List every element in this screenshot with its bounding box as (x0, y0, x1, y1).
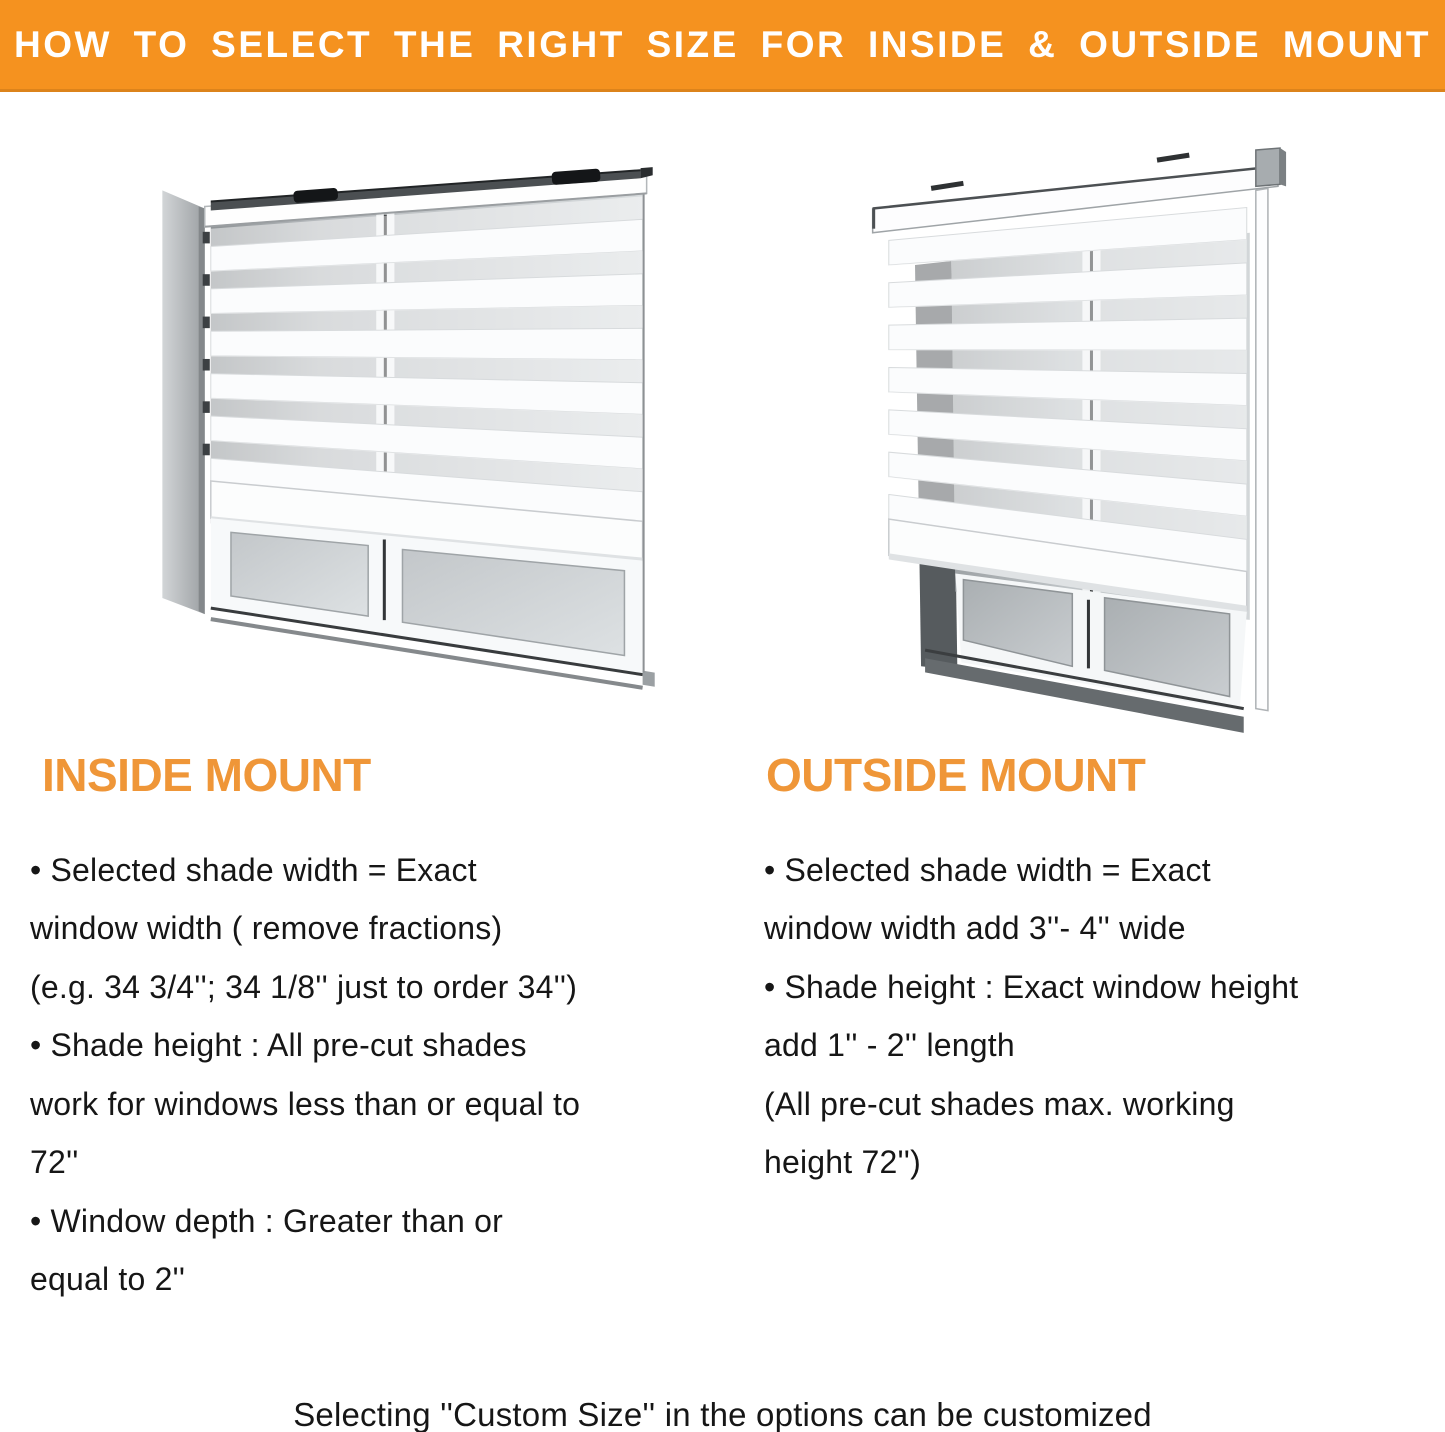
wall-mark-right (1157, 155, 1189, 160)
inside-mount-instructions (30, 841, 720, 1309)
zebra-stripes (889, 184, 1247, 571)
mounting-bracket (1256, 148, 1280, 186)
zebra-stripes (203, 196, 643, 523)
page-title: HOW TO SELECT THE RIGHT SIZE FOR INSIDE & OUTSIDE MOUNT (13, 23, 1431, 65)
instruction-line: add 1'' - 2'' length (764, 1027, 1015, 1064)
instruction-line: • Shade height : Exact window height (764, 968, 1299, 1005)
instruction-line: • Selected shade width = Exact (764, 851, 1211, 888)
custom-size-note: Selecting ''Custom Size'' in the options can be customized (293, 1396, 1152, 1432)
instruction-line: • Window depth : Greater than or (30, 1202, 503, 1239)
instruction-line: window width add 3''- 4'' wide (764, 910, 1186, 947)
window-frame-left-wall (162, 190, 204, 614)
outside-mount-illustration (858, 146, 1333, 751)
inside-mount-illustration (152, 148, 657, 713)
instruction-line: (e.g. 34 3/4''; 34 1/8'' just to order 34'') (30, 968, 578, 1005)
instruction-line: • Selected shade width = Exact (30, 851, 477, 888)
instruction-line: 72'' (30, 1144, 79, 1181)
inside-mount-window-drawing (152, 148, 657, 713)
instruction-line: window width ( remove fractions) (30, 910, 503, 947)
instruction-line: • Shade height : All pre-cut shades (30, 1027, 527, 1064)
wall-mark-left (931, 183, 963, 188)
sill-end-cap (643, 671, 655, 687)
outside-mount-heading: OUTSIDE MOUNT (766, 749, 1146, 801)
outside-mount-window-drawing (858, 146, 1333, 751)
instruction-line: (All pre-cut shades max. working (764, 1085, 1235, 1122)
instruction-line: equal to 2'' (30, 1261, 186, 1298)
instruction-line: height 72'') (764, 1144, 921, 1181)
headrail-end-cap (641, 167, 653, 178)
instruction-line: work for windows less than or equal to (30, 1085, 581, 1122)
outside-mount-instructions (764, 841, 1434, 1192)
title-banner (0, 0, 1445, 92)
shade-side-channel (1256, 188, 1268, 710)
mounting-bracket-side (1280, 148, 1286, 186)
inside-mount-heading: INSIDE MOUNT (42, 749, 371, 801)
